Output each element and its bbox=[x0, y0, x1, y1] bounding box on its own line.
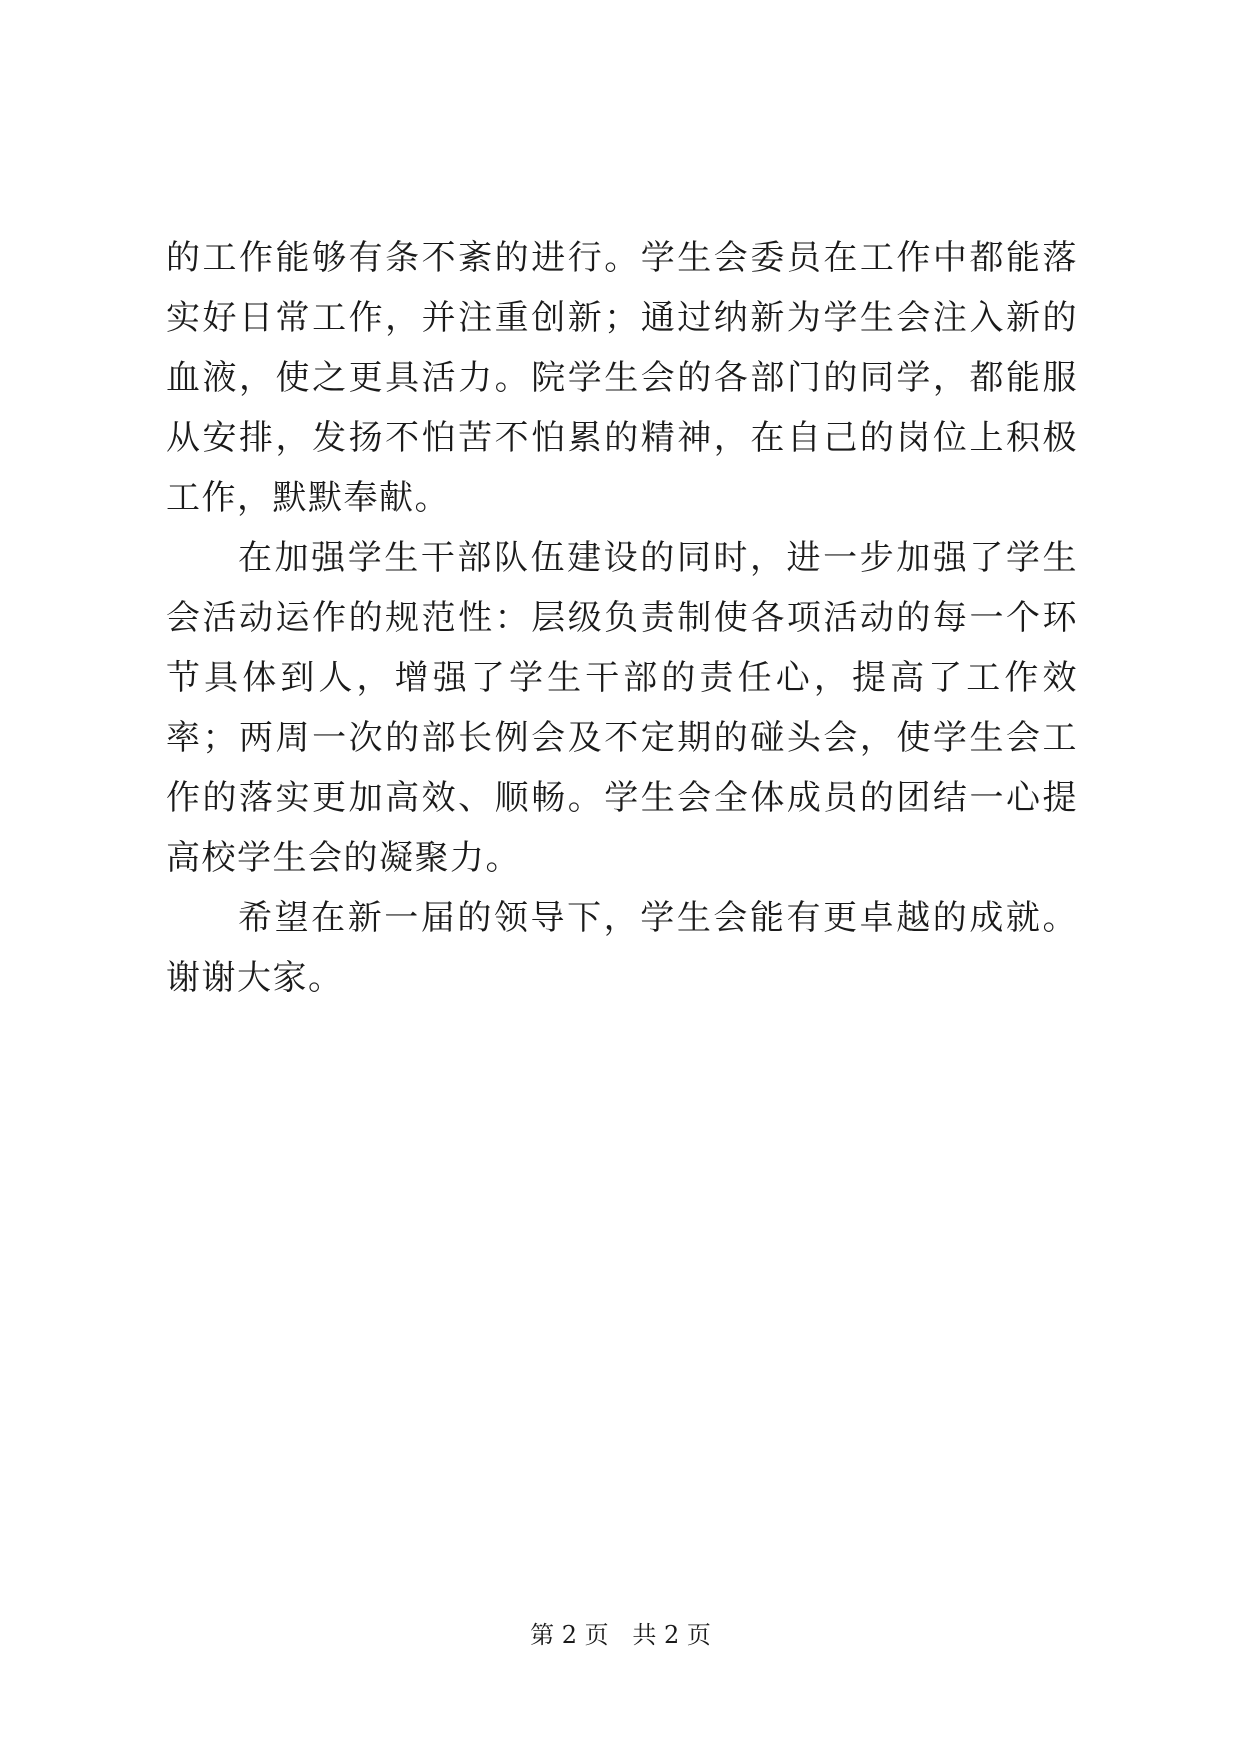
page-footer bbox=[0, 1615, 1241, 1650]
document-body bbox=[166, 228, 1078, 1008]
paragraph-2: 在加强学生干部队伍建设的同时，进一步加强了学生会活动运作的规范性：层级负责制使各项活动的每一个环节具体到人，增强了学生干部的责任心，提高了工作效率；两周一次的部长例会及不定期的碰头会，使学生会工作的落实更加高效、顺畅。学生会全体成员的团结一心提高校学生会的凝聚力。 bbox=[166, 538, 1078, 878]
paragraph-1: 的工作能够有条不紊的进行。学生会委员在工作中都能落实好日常工作，并注重创新；通过纳新为学生会注入新的血液，使之更具活力。院学生会的各部门的同学，都能服从安排，发扬不怕苦不怕累的精神，在自己的岗位上积极工作，默默奉献。 bbox=[166, 238, 1078, 518]
page-total: 共 2 页 bbox=[632, 1621, 711, 1649]
paragraph-3: 希望在新一届的领导下，学生会能有更卓越的成就。谢谢大家。 bbox=[166, 898, 1078, 998]
page-number: 第 2 页 bbox=[530, 1621, 609, 1649]
